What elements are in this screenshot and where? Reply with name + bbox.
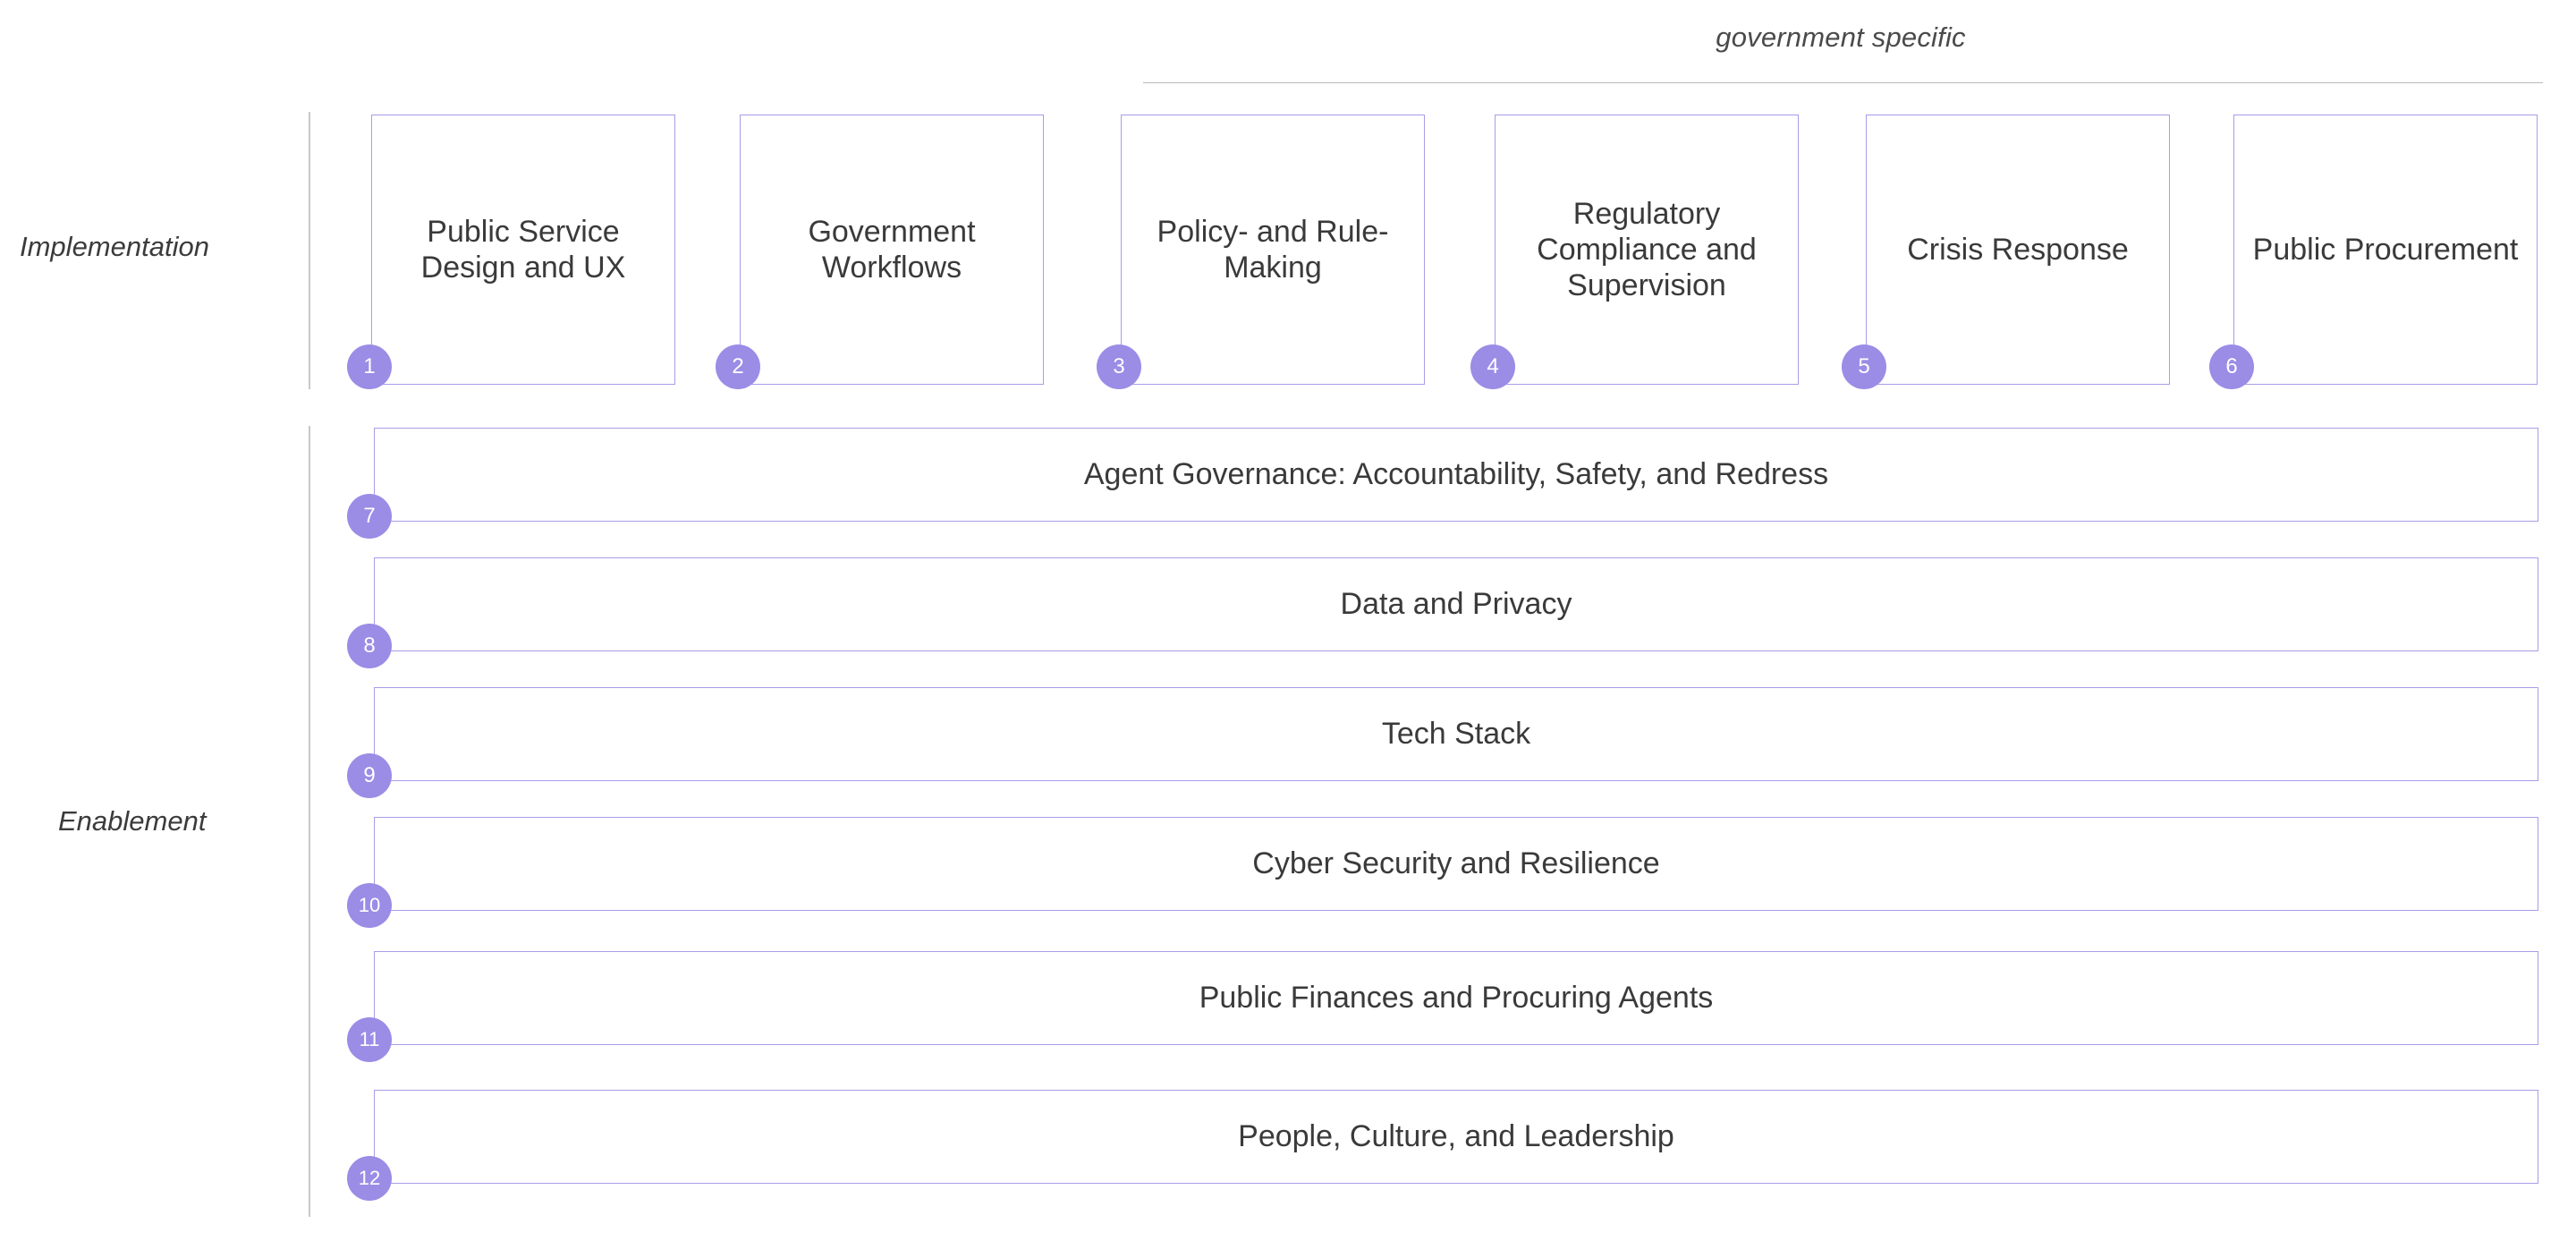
enablement-row-8-label: Data and Privacy (1340, 586, 1572, 621)
enablement-row-11[interactable] (374, 951, 2538, 1045)
implementation-card-1[interactable] (371, 115, 675, 385)
implementation-rail (309, 112, 310, 389)
implementation-badge-4: 4 (1470, 344, 1515, 389)
enablement-row-9[interactable] (374, 687, 2538, 781)
enablement-row-9-label: Tech Stack (1381, 716, 1531, 751)
implementation-card-6[interactable] (2233, 115, 2538, 385)
implementation-card-4[interactable] (1495, 115, 1799, 385)
implementation-card-5-label: Crisis Response (1907, 232, 2129, 267)
enablement-row-12[interactable] (374, 1090, 2538, 1184)
implementation-card-2-label: Government Workflows (808, 214, 976, 285)
implementation-badge-2: 2 (716, 344, 760, 389)
enablement-row-11-label: Public Finances and Procuring Agents (1199, 980, 1714, 1015)
enablement-row-8[interactable] (374, 557, 2538, 651)
enablement-badge-7: 7 (347, 494, 392, 539)
implementation-card-3[interactable] (1121, 115, 1425, 385)
government-specific-label: government specific (1716, 21, 1966, 53)
band-label-implementation: Implementation (20, 231, 209, 262)
enablement-badge-9: 9 (347, 753, 392, 798)
enablement-rail (309, 426, 310, 1217)
band-label-enablement: Enablement (58, 805, 207, 837)
implementation-card-3-label: Policy- and Rule-Making (1157, 214, 1389, 285)
implementation-card-2[interactable] (740, 115, 1044, 385)
implementation-card-6-label: Public Procurement (2252, 232, 2519, 267)
implementation-card-4-label: Regulatory Compliance and Supervision (1537, 196, 1757, 303)
enablement-row-7-label: Agent Governance: Accountability, Safety, and Redress (1083, 456, 1829, 491)
enablement-badge-10: 10 (347, 883, 392, 928)
enablement-row-12-label: People, Culture, and Leadership (1238, 1118, 1674, 1153)
enablement-badge-12: 12 (347, 1156, 392, 1201)
implementation-card-1-label: Public Service Design and UX (420, 214, 626, 285)
implementation-badge-1: 1 (347, 344, 392, 389)
enablement-badge-11: 11 (347, 1017, 392, 1062)
enablement-row-7[interactable] (374, 428, 2538, 522)
implementation-card-5[interactable] (1866, 115, 2170, 385)
enablement-row-10-label: Cyber Security and Resilience (1252, 846, 1660, 880)
implementation-badge-3: 3 (1097, 344, 1141, 389)
enablement-row-10[interactable] (374, 817, 2538, 911)
implementation-badge-6: 6 (2209, 344, 2254, 389)
implementation-badge-5: 5 (1842, 344, 1886, 389)
enablement-badge-8: 8 (347, 624, 392, 668)
government-specific-rule (1143, 82, 2543, 83)
